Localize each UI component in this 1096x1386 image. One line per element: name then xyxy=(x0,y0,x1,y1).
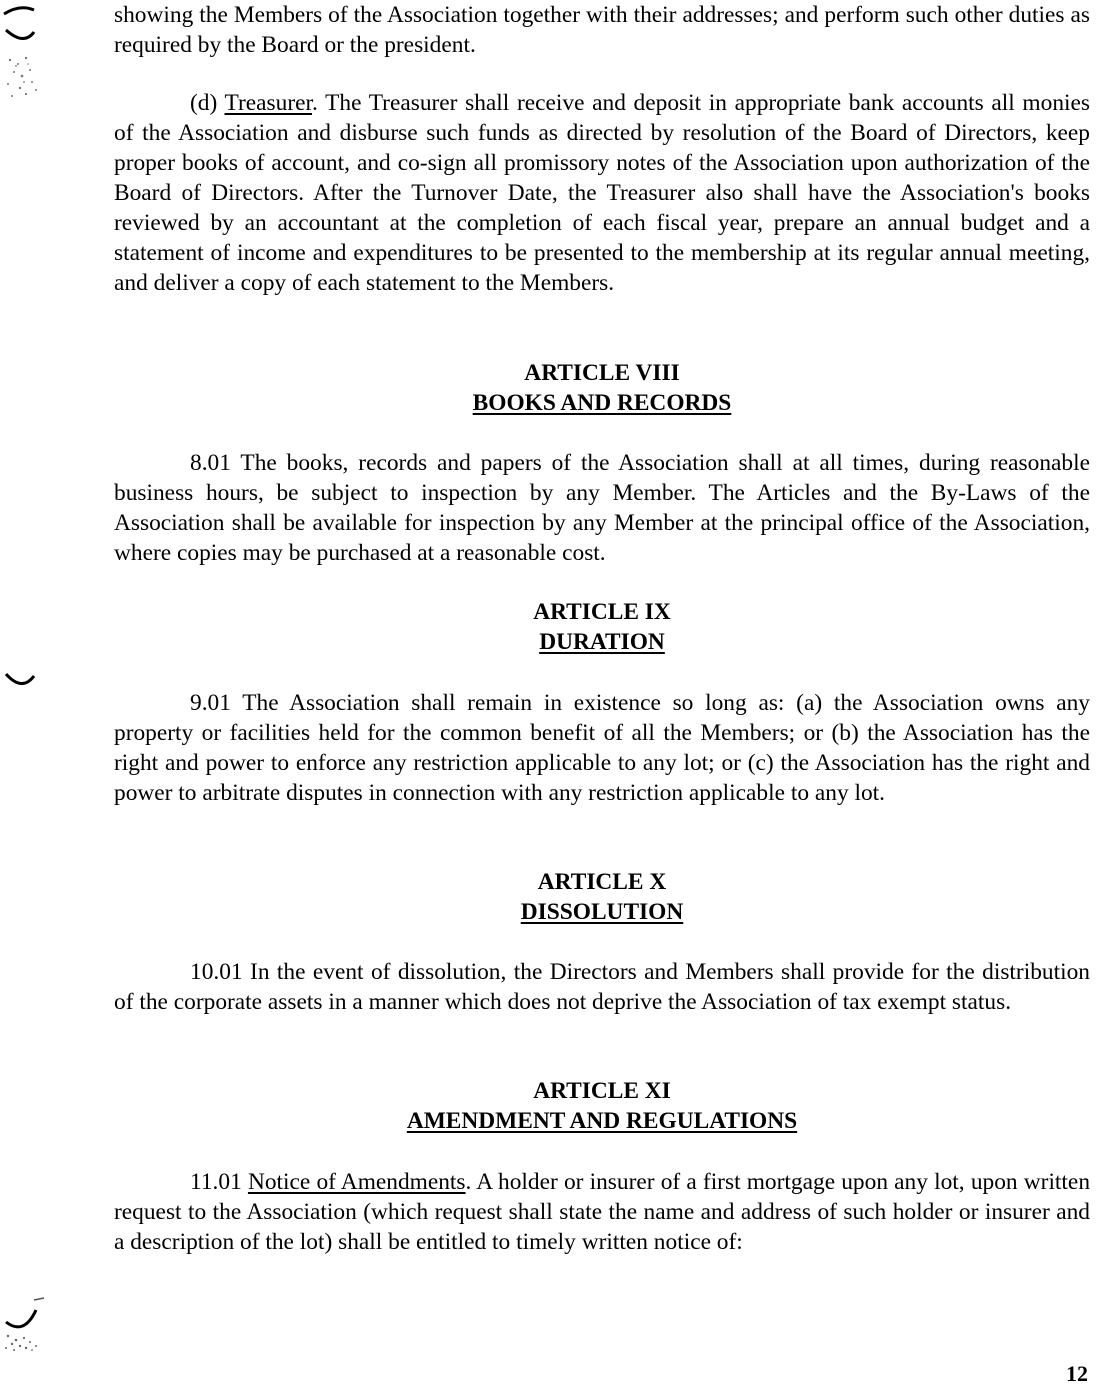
article-11-title: ARTICLE XI xyxy=(533,1078,671,1104)
article-11-heading xyxy=(114,1076,1090,1136)
article-10-heading xyxy=(114,867,1090,927)
article-8-section: 8.01 The books, records and papers of the Association shall at all times, during reasonable business hours, be subject to inspection by any Member. The Articles and the By-Laws of the Association shall be available for inspection by any Member at the principal office of the Association, where copies may be purchased at a reasonable cost. xyxy=(114,450,1090,566)
article-8-title: ARTICLE VIII xyxy=(524,360,680,386)
article-9-title: ARTICLE IX xyxy=(533,599,671,625)
treasurer-text: . The Treasurer shall receive and deposit in appropriate bank accounts all monies of the Association and disburse such funds as directed by resolution of the Board of Directors, keep proper books of account, and co-sign all promissory notes of the Association upon authorization of the Board of Directors. After the Turnover Date, the Treasurer also shall have the Association's books reviewed by an accountant at the completion of each fiscal year, prepare an annual budget and a statement of income and expenditures to be presented to the membership at its regular annual meeting, and deliver a copy of each statement to the Members. xyxy=(114,90,1090,296)
article-8-section-block xyxy=(114,448,1090,568)
intro-paragraph: showing the Members of the Association together with their addresses; and perform such other duties as required by the Board or the president. xyxy=(114,2,1090,58)
article-8-heading xyxy=(114,358,1090,418)
article-9-heading xyxy=(114,597,1090,657)
article-11-section-text: . A holder or insurer of a first mortgage upon any lot, upon written request to the Association (which request shall state the name and address of such holder or insurer and a description of the lot) shall be entitled to timely written notice of: xyxy=(114,1169,1091,1255)
article-9-section-block xyxy=(114,688,1090,808)
treasurer-paragraph xyxy=(114,88,1090,298)
binding-hole-mark-top xyxy=(0,0,60,110)
article-10-section-block xyxy=(114,957,1090,1017)
article-10-title: ARTICLE X xyxy=(537,869,667,895)
article-11-section-title: Notice of Amendments xyxy=(247,1169,466,1195)
article-11-section-number: 11.01 xyxy=(190,1169,248,1195)
page-number: 12 xyxy=(1066,1361,1088,1386)
article-11-section-block xyxy=(114,1167,1090,1257)
treasurer-label: (d) xyxy=(190,90,225,116)
article-9-subtitle: DURATION xyxy=(539,629,665,655)
article-10-subtitle: DISSOLUTION xyxy=(520,899,684,925)
treasurer-paragraph-block xyxy=(114,88,1090,298)
article-11-subtitle: AMENDMENT AND REGULATIONS xyxy=(406,1108,798,1134)
article-10-section: 10.01 In the event of dissolution, the Directors and Members shall provide for the distribution of the corporate assets in a manner which does not deprive the Association of tax exempt status. xyxy=(114,959,1090,1015)
article-11-section xyxy=(114,1167,1090,1257)
binding-hole-mark-middle xyxy=(0,664,60,704)
intro-paragraph-block xyxy=(114,0,1090,60)
article-9-section: 9.01 The Association shall remain in existence so long as: (a) the Association owns any property or facilities held for the common benefit of all the Members; or (b) the Association has the right and power to enforce any restriction applicable to any lot; or (c) the Association has the right and power to arbitrate disputes in connection with any restriction applicable to any lot. xyxy=(114,690,1090,806)
binding-hole-mark-bottom xyxy=(0,1290,60,1370)
article-8-subtitle: BOOKS AND RECORDS xyxy=(472,390,732,416)
treasurer-title: Treasurer xyxy=(224,90,313,116)
